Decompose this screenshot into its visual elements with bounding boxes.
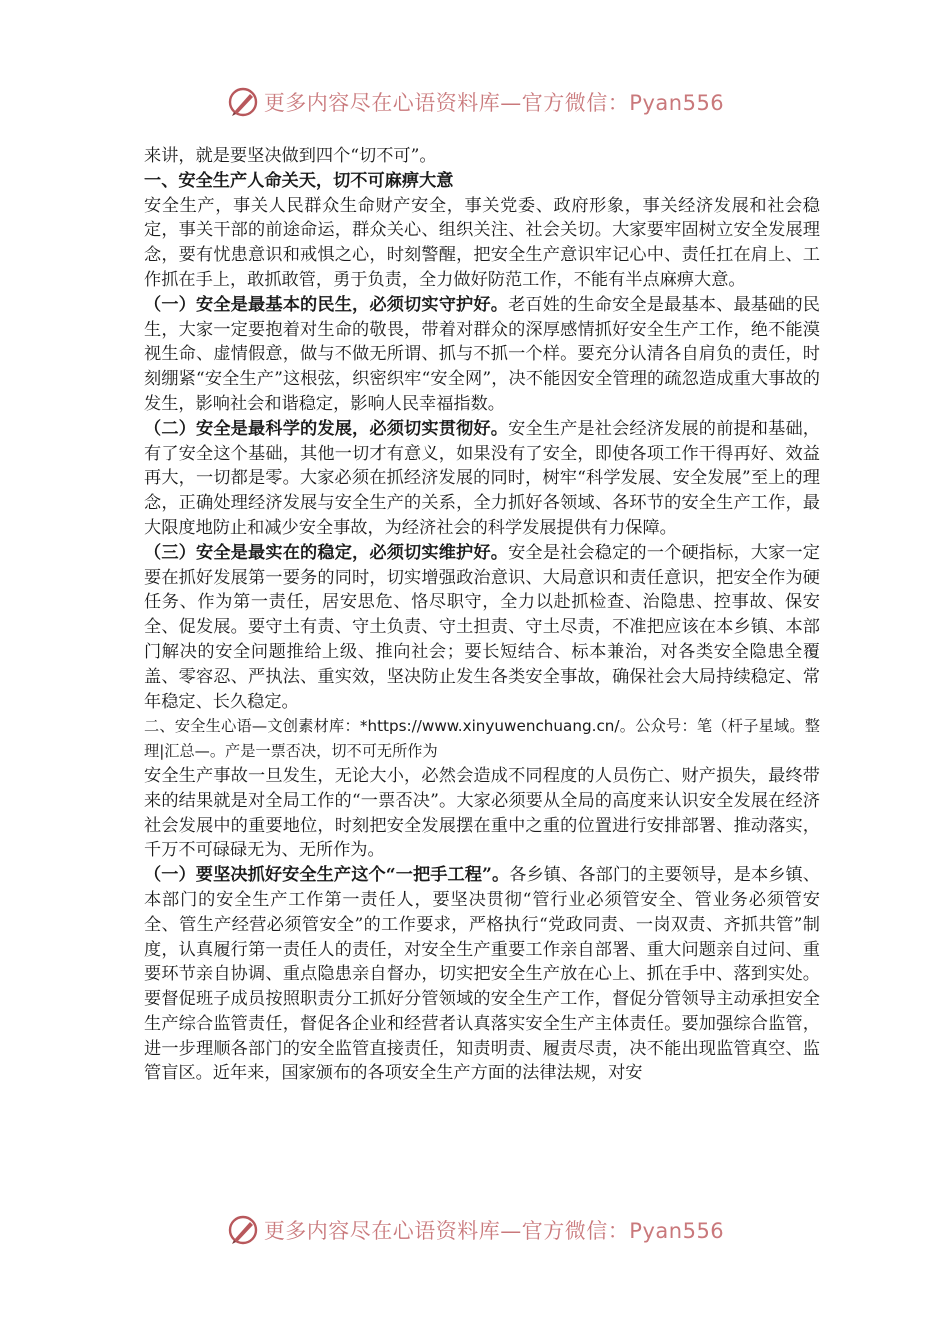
paragraph: （三）安全是最实在的稳定，必须切实维护好。安全是社会稳定的一个硬指标，大家一定要在抓好发展第一要务的同时，切实增强政治意识、大局意识和责任意识，把安全作为硬任务、作为第一责任，居安思危、恪尽职守，全力以赴抓检查、治隐患、控事故、保安全、促发展。要守土有责、守土负责、守土担责、守土尽责，不准把应该在本乡镇、本部门解决的安全问题推给上级、推向社会；要长短结合、标本兼治，对各类安全隐患全覆盖、零容忍、严执法、重实效，坚决防止发生各类安全事故，确保社会大局持续稳定、常年稳定、长久稳定。: [144, 542, 820, 712]
subheading: （三）安全是最实在的稳定，必须切实维护好。: [144, 542, 509, 563]
subheading: （二）安全是最科学的发展，必须切实贯彻好。: [144, 418, 509, 439]
header-banner: [0, 80, 950, 124]
subheading: （一）安全是最基本的民生，必须切实守护好。: [144, 294, 509, 315]
section-heading: 一、安全生产人命关天，切不可麻痹大意: [144, 170, 454, 191]
paragraph: （一）要坚决抓好安全生产这个“一把手工程”。各乡镇、各部门的主要领导，是本乡镇、本部门的安全生产工作第一责任人，要坚决贯彻“管行业必须管安全、管业务必须管安全、管生产经营必须管安全”的工作要求，严格执行“党政同责、一岗双责、齐抓共管”制度，认真履行第一责任人的责任，对安全生产重要工作亲自部署、重大问题亲自过问、重要环节亲自协调、重点隐患亲自督办，切实把安全生产放在心上、抓在手中、落到实处。要督促班子成员按照职责分工抓好分管领域的安全生产工作，督促分管领导主动承担安全生产综合监管责任，督促各企业和经营者认真落实安全生产主体责任。要加强综合监管，进一步理顺各部门的安全监管直接责任，知责明责、履责尽责，决不能出现监管真空、监管盲区。近年来，国家颁布的各项安全生产方面的法律法规，对安: [144, 865, 820, 1084]
banner-text: 更多内容尽在心语资料库—官方微信：Pyan556: [263, 91, 725, 115]
pen-circle-icon: [226, 85, 260, 119]
paragraph: （一）安全是最基本的民生，必须切实守护好。老百姓的生命安全是最基本、最基础的民生，大家一定要抱着对生命的敬畏，带着对群众的深厚感情抓好安全生产工作，绝不能漠视生命、虚情假意，做与不做无所谓、抓与不抓一个样。要充分认清各自肩负的责任，时刻绷紧“安全生产”这根弦，织密织牢“安全网”，决不能因安全管理的疏忽造成重大事故的发生，影响社会和谐稳定，影响人民幸福指数。: [144, 294, 820, 414]
pen-circle-icon: [226, 1213, 260, 1247]
paragraph: （二）安全是最科学的发展，必须切实贯彻好。安全生产是社会经济发展的前提和基础，有了安全这个基础，其他一切才有意义，如果没有了安全，即使各项工作干得再好、效益再大，一切都是零。大家必须在抓经济发展的同时，树牢“科学发展、安全发展”至上的理念，正确处理经济发展与安全生产的关系，全力抓好各领域、各环节的安全生产工作，最大限度地防止和减少安全事故，为经济社会的科学发展提供有力保障。: [144, 418, 820, 538]
paragraph: 安全生产事故一旦发生，无论大小，必然会造成不同程度的人员伤亡、财产损失，最终带来的结果就是对全局工作的“一票否决”。大家必须要从全局的高度来认识安全发展在经济社会发展中的重要地位，时刻把安全发展摆在重中之重的位置进行安排部署、推动落实，千万不可碌碌无为、无所作为。: [144, 765, 820, 861]
document-body: [144, 144, 820, 1086]
subheading: （一）要坚决抓好安全生产这个“一把手工程”。: [144, 865, 510, 886]
paragraph: 来讲，就是要坚决做到四个“切不可”。: [144, 146, 437, 166]
banner-text: 更多内容尽在心语资料库—官方微信：Pyan556: [263, 1219, 725, 1243]
section-heading-watermarked: 二、安全生心语—文创素材库：*https://www.xinyuwenchuang.cn/。公众号：笔（杆子星域。整理|汇总—。产是一票否决，切不可无所作为: [144, 717, 820, 761]
paragraph: 安全生产，事关人民群众生命财产安全，事关党委、政府形象，事关经济发展和社会稳定，事关干部的前途命运，群众关心、组织关注、社会关切。大家要牢固树立安全发展理念，要有忧患意识和戒惧之心，时刻警醒，把安全生产意识牢记心中、责任扛在肩上、工作抓在手上，敢抓敢管，勇于负责，全力做好防范工作，不能有半点麻痹大意。: [144, 195, 820, 290]
footer-banner: [0, 1208, 950, 1252]
